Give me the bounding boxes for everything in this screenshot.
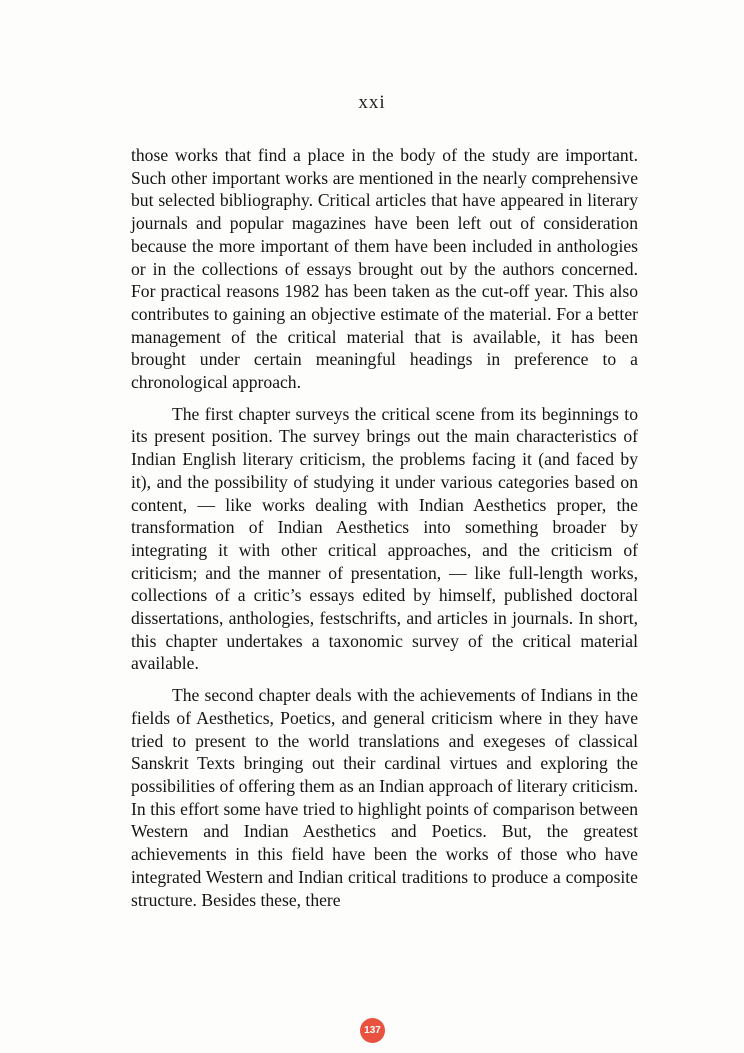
body-text bbox=[131, 144, 638, 911]
paragraph-2: The first chapter surveys the critical scene from its beginnings to its present position. The survey brings out the main characteristics of Indian English literary criticism, the problems facing it (and faced by it), and the possibility of studying it under various categories based on content, — like works dealing with Indian Aesthetics proper, the transformation of Indian Aesthetics into something broader by integrating it with other critical approaches, and the criticism of criticism; and the manner of presentation, — like full-length works, collections of a critic’s essays edited by himself, published doctoral dissertations, anthologies, festschrifts, and articles in journals. In short, this chapter undertakes a taxonomic survey of the critical material available. bbox=[131, 403, 638, 674]
paragraph-1: those works that find a place in the body of the study are important. Such other important works are mentioned in the nearly comprehensive but selected bibliography. Critical articles that have appeared in literary journals and popular magazines have been left out of consideration because the more important of them have been included in anthologies or in the collections of essays brought out by the authors concerned. For practical reasons 1982 has been taken as the cut-off year. This also contributes to gaining an objective estimate of the material. For a better management of the critical material that is available, it has been brought under certain meaningful headings in preference to a chronological approach. bbox=[131, 145, 638, 393]
page-number-badge: 137 bbox=[360, 1018, 385, 1043]
page-header-roman-numeral: xxi bbox=[358, 92, 386, 113]
paragraph-3: The second chapter deals with the achievements of Indians in the fields of Aesthetics, Poetics, and general criticism where in they have tried to present to the world translations and exegeses of classical Sanskrit Texts bringing out their cardinal virtues and exploring the possibilities of offering them as an Indian approach of literary criticism. In this effort some have tried to highlight points of comparison between Western and Indian Aesthetics and Poetics. But, the greatest achievements in this field have been the works of those who have integrated Western and Indian critical traditions to produce a composite structure. Besides these, there bbox=[131, 685, 638, 910]
